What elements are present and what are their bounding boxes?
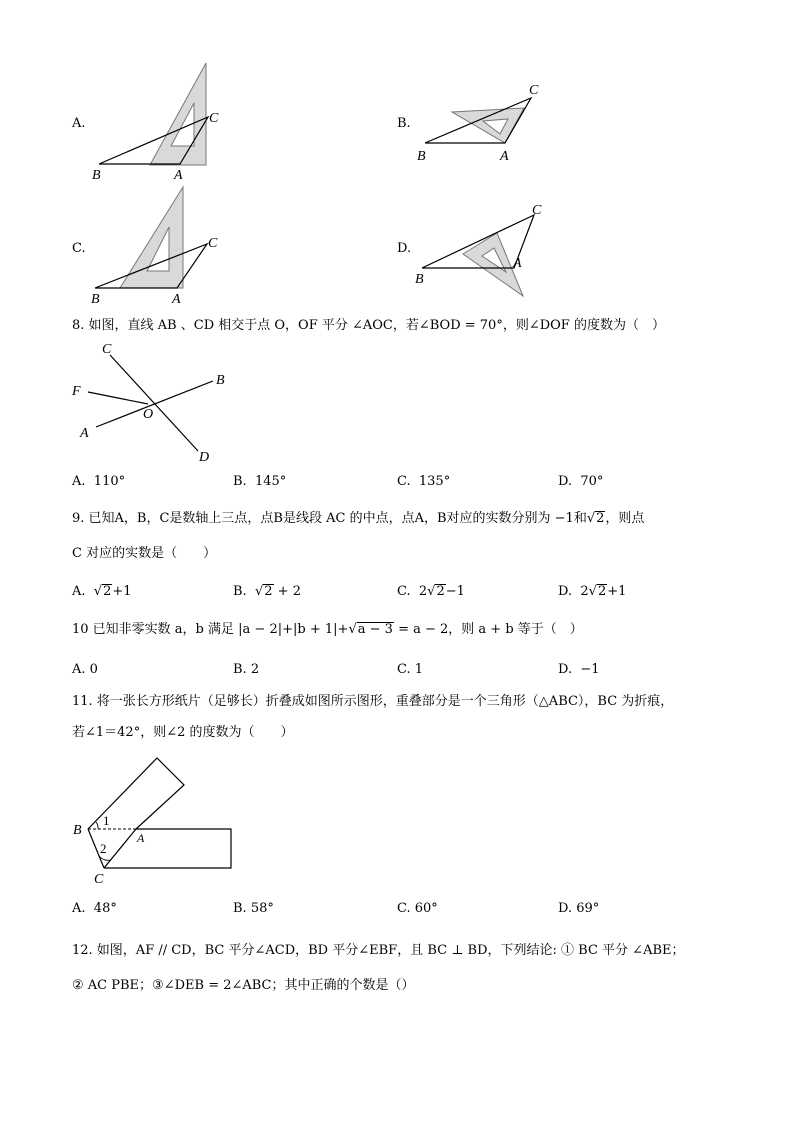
- vertex-label-b: B: [415, 272, 424, 287]
- option-a[interactable]: A. √2+1: [72, 584, 132, 599]
- vertex-label-a: A: [500, 149, 509, 164]
- angle-1-arc: [96, 822, 98, 829]
- option-letter: B.: [397, 116, 411, 131]
- option-b[interactable]: B. 58°: [233, 901, 274, 916]
- option-b[interactable]: B. 145°: [233, 474, 287, 489]
- question-12-stem-line1: 12. 如图，AF // CD，BC 平分∠ACD，BD 平分∠EBF，且 BC ⊥ BD，下列结论: ① BC 平分 ∠ABE；: [72, 943, 685, 958]
- question-11-stem-line2: 若∠1＝42°，则∠2 的度数为（ ）: [72, 725, 294, 740]
- question-8-stem: 8. 如图，直线 AB 、CD 相交于点 O，OF 平分 ∠AOC，若∠BOD = 70°，则∠DOF 的度数为（ ）: [72, 318, 665, 333]
- question-9-stem-line2: C 对应的实数是（ ）: [72, 546, 217, 561]
- vertex-label-c: C: [532, 203, 542, 218]
- angle-label-2: 2: [100, 841, 107, 856]
- option-letter: A.: [72, 116, 86, 131]
- vertex-label-b: B: [91, 292, 100, 307]
- option-c[interactable]: C. 135°: [397, 474, 451, 489]
- option-d[interactable]: D. 69°: [558, 901, 600, 916]
- option-a[interactable]: A. 48°: [72, 901, 117, 916]
- vertex-label-c: C: [208, 236, 218, 251]
- vertex-label-b: B: [92, 168, 101, 183]
- vertex-label-b: B: [417, 149, 426, 164]
- option-d[interactable]: D. −1: [558, 662, 600, 677]
- question-12-stem-line2: ② AC PBE；③∠DEB = 2∠ABC；其中正确的个数是（）: [72, 978, 415, 993]
- point-label-f: F: [72, 384, 81, 399]
- vertex-label-a: A: [174, 168, 183, 183]
- vertex-label-c: C: [209, 111, 219, 126]
- question-10-stem: 10 已知非零实数 a，b 满足 |a − 2|+|b + 1|+√a − 3 = a − 2，则 a + b 等于（ ）: [72, 622, 583, 637]
- option-d[interactable]: D. 70°: [558, 474, 604, 489]
- strip-right-part: [104, 829, 231, 868]
- option-c[interactable]: C. 2√2−1: [397, 584, 465, 599]
- option-a[interactable]: A. 0: [72, 662, 98, 677]
- option-letter: D.: [397, 241, 412, 256]
- point-label-a: A: [137, 831, 145, 845]
- point-label-c: C: [94, 872, 104, 887]
- question-11-stem-line1: 11. 将一张长方形纸片（足够长）折叠成如图所示图形，重叠部分是一个三角形（△ABC），BC 为折痕，: [72, 694, 674, 709]
- option-c[interactable]: C. 1: [397, 662, 424, 677]
- option-letter: C.: [72, 241, 86, 256]
- option-d[interactable]: D. 2√2+1: [558, 584, 627, 599]
- option-c[interactable]: C. 60°: [397, 901, 438, 916]
- option-b[interactable]: B. √2 + 2: [233, 584, 301, 599]
- vertex-label-a: A: [172, 292, 181, 307]
- point-label-a: A: [80, 426, 89, 441]
- vertex-label-a: A: [513, 256, 522, 271]
- vertex-label-c: C: [529, 83, 539, 98]
- point-label-d: D: [199, 450, 210, 465]
- angle-label-1: 1: [103, 813, 110, 828]
- edge-ac: [104, 829, 136, 868]
- option-a[interactable]: A. 110°: [72, 474, 126, 489]
- point-label-o: O: [143, 407, 154, 422]
- point-label-b: B: [73, 823, 82, 838]
- point-label-b: B: [216, 373, 225, 388]
- option-b[interactable]: B. 2: [233, 662, 260, 677]
- point-label-c: C: [102, 342, 112, 357]
- question-9-stem-line1: 9. 已知A，B，C是数轴上三点，点B是线段 AC 的中点，点A，B对应的实数分别为 −1和√2，则点: [72, 511, 645, 526]
